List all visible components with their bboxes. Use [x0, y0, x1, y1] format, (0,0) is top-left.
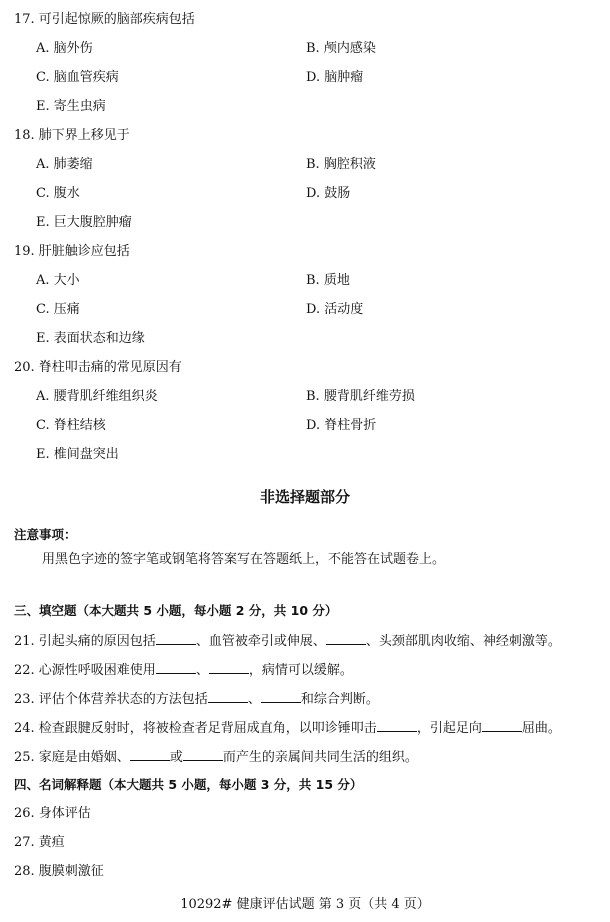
q24-part3: 屈曲。 [521, 721, 561, 736]
option-19c: C. 压痛 [36, 302, 80, 317]
option-18b: B. 胸腔积液 [306, 157, 376, 172]
blank-21-1 [156, 632, 196, 645]
blank-24-1 [377, 719, 417, 732]
page-footer: 10292# 健康评估试题 第 3 页（共 4 页） [180, 897, 430, 912]
question-23 [14, 690, 379, 708]
question-24 [14, 719, 561, 737]
question-20: 20. 脊柱叩击痛的常见原因有 [14, 360, 182, 375]
notice-text: 用黑色字迹的签字笔或钢笔将答案写在答题纸上，不能答在试题卷上。 [42, 552, 446, 567]
q23-part3: 和综合判断。 [300, 692, 379, 707]
option-18a: A. 肺萎缩 [36, 157, 93, 172]
option-17d: D. 脑肿瘤 [306, 70, 364, 85]
q25-part2: 或 [169, 750, 183, 765]
q24-part2: ，引起足向 [416, 721, 482, 736]
blank-24-2 [482, 719, 522, 732]
part-title: 非选择题部分 [259, 488, 350, 506]
option-17b: B. 颅内感染 [306, 41, 376, 56]
term-28: 28. 腹膜刺激征 [14, 864, 104, 879]
q23-part2: 、 [247, 692, 261, 707]
blank-23-1 [208, 690, 248, 703]
notice-title: 注意事项： [14, 527, 77, 542]
q24-part1: 24. 检查跟腱反射时，将被检查者足背屈成直角，以叩诊锤叩击 [14, 721, 377, 736]
option-19a: A. 大小 [36, 273, 80, 288]
section4-title: 四、名词解释题（本大题共 5 小题，每小题 3 分，共 15 分） [14, 777, 363, 792]
option-20d: D. 脊柱骨折 [306, 418, 377, 433]
q22-part2: 、 [195, 663, 209, 678]
option-19e: E. 表面状态和边缘 [36, 331, 145, 346]
blank-21-2 [326, 632, 366, 645]
option-19d: D. 活动度 [306, 302, 364, 317]
section3-title: 三、填空题（本大题共 5 小题，每小题 2 分，共 10 分） [14, 603, 338, 618]
blank-25-2 [183, 748, 223, 761]
q25-part3: 而产生的亲属间共同生活的组织。 [222, 750, 418, 765]
q21-part3: 、头颈部肌肉收缩、神经刺激等。 [365, 634, 561, 649]
q23-part1: 23. 评估个体营养状态的方法包括 [14, 692, 208, 707]
blank-22-1 [156, 661, 196, 674]
question-25 [14, 748, 418, 766]
option-19b: B. 质地 [306, 273, 350, 288]
option-17c: C. 脑血管疾病 [36, 70, 119, 85]
blank-22-2 [209, 661, 249, 674]
option-20c: C. 脊柱结核 [36, 418, 106, 433]
blank-25-1 [130, 748, 170, 761]
question-19: 19. 肝脏触诊应包括 [14, 244, 130, 259]
option-18c: C. 腹水 [36, 186, 80, 201]
option-20a: A. 腰背肌纤维组织炎 [36, 389, 158, 404]
q21-part1: 21. 引起头痛的原因包括 [14, 634, 156, 649]
option-20b: B. 腰背肌纤维劳损 [306, 389, 415, 404]
q21-part2: 、血管被牵引或伸展、 [195, 634, 326, 649]
q22-part3: ，病情可以缓解。 [248, 663, 353, 678]
term-27: 27. 黄疸 [14, 835, 65, 850]
question-22 [14, 661, 353, 679]
option-18d: D. 鼓肠 [306, 186, 351, 201]
term-26: 26. 身体评估 [14, 806, 91, 821]
option-18e: E. 巨大腹腔肿瘤 [36, 215, 132, 230]
blank-23-2 [261, 690, 301, 703]
question-17: 17. 可引起惊厥的脑部疾病包括 [14, 12, 195, 27]
option-17a: A. 脑外伤 [36, 41, 93, 56]
option-20e: E. 椎间盘突出 [36, 447, 119, 462]
q22-part1: 22. 心源性呼吸困难使用 [14, 663, 156, 678]
option-17e: E. 寄生虫病 [36, 99, 106, 114]
question-21 [14, 632, 561, 650]
q25-part1: 25. 家庭是由婚姻、 [14, 750, 130, 765]
question-18: 18. 肺下界上移见于 [14, 128, 130, 143]
